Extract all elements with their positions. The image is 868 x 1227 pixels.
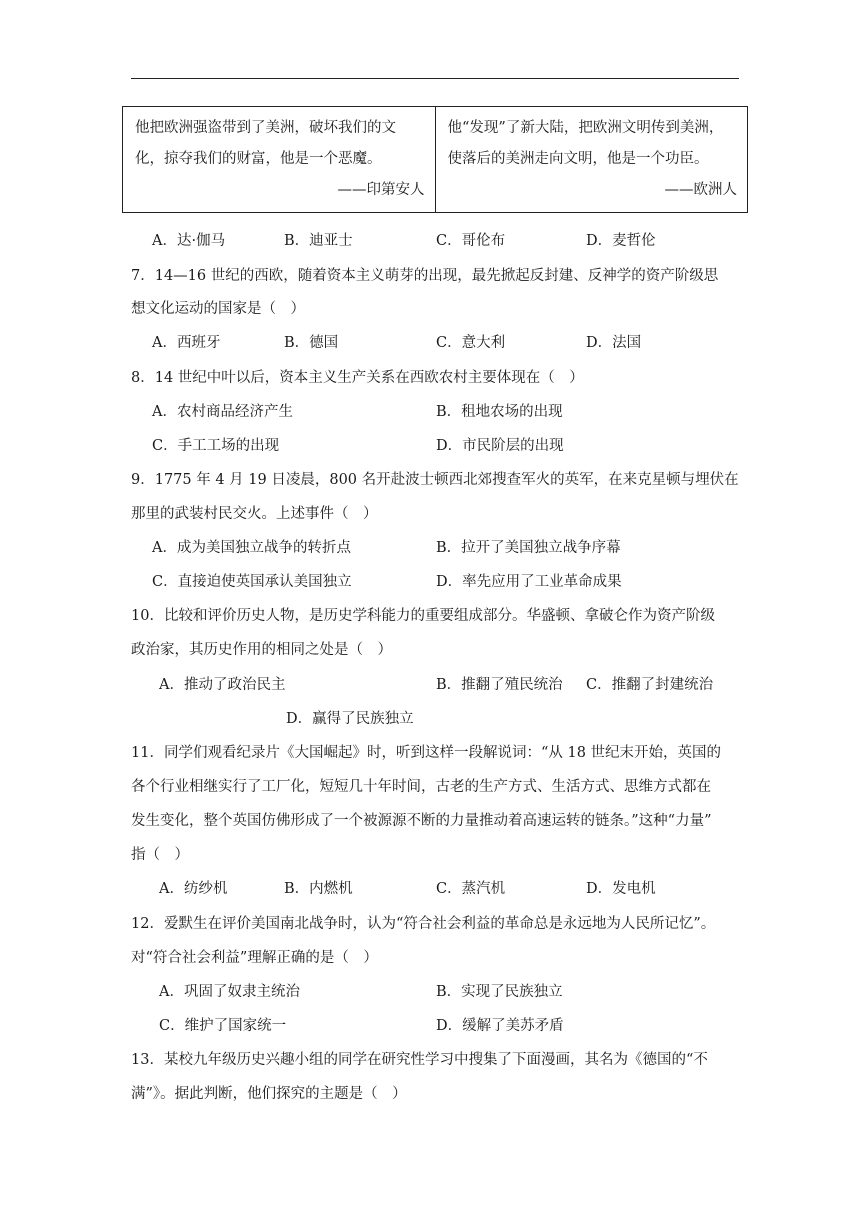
q11-stem-line3: 发生变化，整个英国仿佛形成了一个被源源不断的力量推动着高速运转的链条。”这种“力量” [131,813,712,829]
q11-option-c: C．蒸汽机 [436,881,506,897]
q8-option-d: D．市民阶层的出现 [436,438,564,454]
q7-option-c: C．意大利 [436,335,506,351]
q12-stem-line2: 对“符合社会利益”理解正确的是（ ） [131,950,378,966]
q8-stem-line1: 8．14 世纪中叶以后，资本主义生产关系在西欧农村主要体现在（ ） [131,370,584,386]
quote-left-source: ——印第安人 [337,182,425,198]
q10-stem-line1: 10．比较和评价历史人物，是历史学科能力的重要组成部分。华盛顿、拿破仑作为资产阶级 [131,608,715,624]
q11-option-b: B．内燃机 [284,881,353,897]
quote-table [122,106,748,213]
q6-option-a: A．达·伽马 [152,233,226,249]
quote-left-text: 他把欧洲强盗带到了美洲，破坏我们的文化，掠夺我们的财富，他是一个恶魔。 [135,120,396,167]
q11-stem-line4: 指（ ） [131,847,189,863]
q6-option-b: B．迪亚士 [284,233,353,249]
q7-option-b: B．德国 [284,335,339,351]
q7-stem-line1: 7．14—16 世纪的西欧，随着资本主义萌芽的出现，最先掀起反封建、反神学的资产阶级思 [131,268,719,284]
q13-stem-line2: 满”》。据此判断，他们探究的主题是（ ） [131,1086,407,1102]
quote-right-text: 他“发现”了新大陆，把欧洲文明传到美洲，使落后的美洲走向文明，他是一个功臣。 [447,120,724,167]
quote-right-source: ——欧洲人 [664,182,737,198]
quote-cell-left [123,107,436,213]
q10-option-b: B．推翻了殖民统治 [436,677,563,693]
q12-option-d: D．缓解了美苏矛盾 [436,1018,564,1034]
q11-option-d: D．发电机 [586,881,656,897]
q8-option-b: B．租地农场的出现 [436,404,563,420]
q6-option-c: C．哥伦布 [436,233,506,249]
q10-option-d: D．赢得了民族独立 [286,711,414,727]
q9-option-b: B．拉开了美国独立战争序幕 [436,540,621,556]
q7-option-a: A．西班牙 [152,335,221,351]
q12-option-a: A．巩固了奴隶主统治 [159,984,300,1000]
q9-stem-line1: 9．1775 年 4 月 19 日凌晨，800 名开赴波士顿西北郊搜查军火的英军，在来克星顿与埋伏在 [131,472,739,488]
q8-option-c: C．手工工场的出现 [152,438,280,454]
q12-option-b: B．实现了民族独立 [436,984,563,1000]
q10-stem-line2: 政治家，其历史作用的相同之处是（ ） [131,642,392,658]
q10-option-c: C．推翻了封建统治 [586,677,714,693]
q7-stem-line2: 想文化运动的国家是（ ） [131,301,305,317]
header-rule [131,78,739,79]
q9-option-c: C．直接迫使英国承认美国独立 [152,574,352,590]
q8-option-a: A．农村商品经济产生 [152,404,293,420]
q9-option-d: D．率先应用了工业革命成果 [436,574,622,590]
q9-option-a: A．成为美国独立战争的转折点 [152,540,351,556]
q7-option-d: D．法国 [586,335,642,351]
q9-stem-line2: 那里的武装村民交火。上述事件（ ） [131,506,378,522]
q11-option-a: A．纺纱机 [159,881,228,897]
q6-option-d: D．麦哲伦 [586,233,656,249]
q13-stem-line1: 13．某校九年级历史兴趣小组的同学在研究性学习中搜集了下面漫画，其名为《德国的“不 [131,1052,708,1068]
q10-option-a: A．推动了政治民主 [159,677,286,693]
q11-stem-line1: 11．同学们观看纪录片《大国崛起》时，听到这样一段解说词：“从 18 世纪末开始，英国的 [131,745,722,761]
q11-stem-line2: 各个行业相继实行了工厂化，短短几十年时间，古老的生产方式、生活方式、思维方式都在 [131,779,711,795]
q12-option-c: C．维护了国家统一 [159,1018,287,1034]
q12-stem-line1: 12．爱默生在评价美国南北战争时，认为“符合社会利益的革命总是永远地为人民所记忆”。 [131,916,716,932]
quote-cell-right [435,107,748,213]
